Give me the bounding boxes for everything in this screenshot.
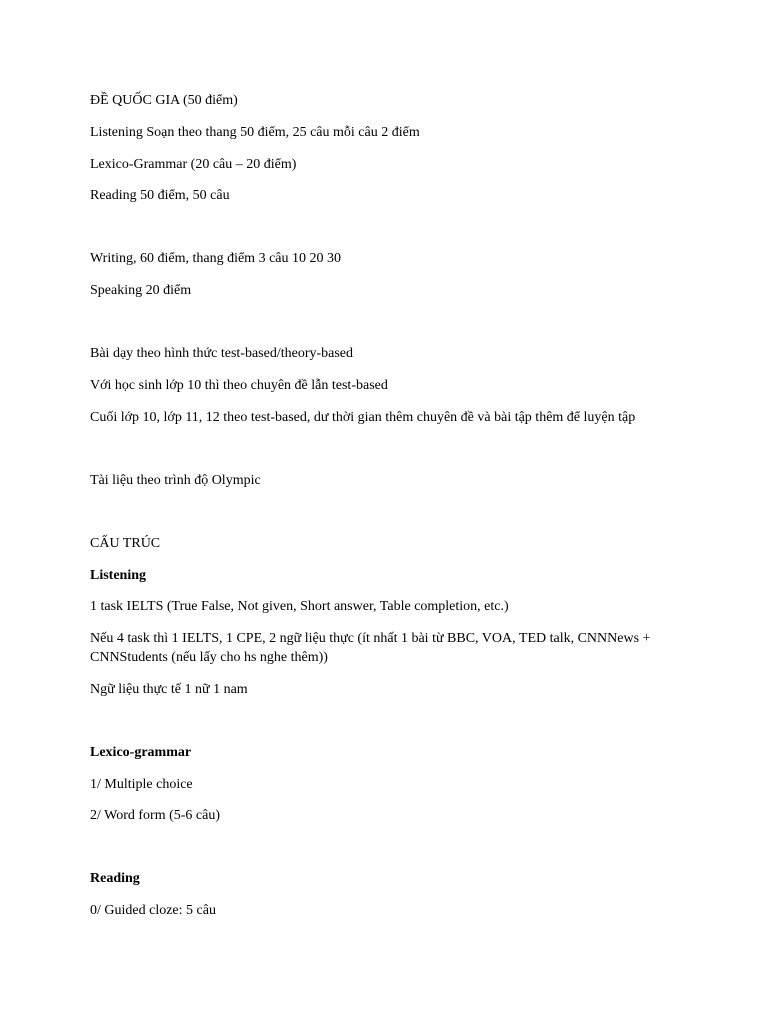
word-form-line: 2/ Word form (5-6 câu) [90,808,221,823]
lexico-grammar-heading: Lexico-grammar [90,745,192,760]
listening-heading: Listening [90,568,147,583]
speaking-scoring-line: Speaking 20 điểm [90,283,192,298]
listening-scoring-line: Listening Soạn theo thang 50 điểm, 25 câu mỗi câu 2 điểm [90,125,420,140]
listening-four-task-line: Nếu 4 task thì 1 IELTS, 1 CPE, 2 ngữ liệu thực (ít nhất 1 bài từ BBC, VOA, TED talk, CNNNews + CNNStudents (nếu lấy cho hs nghe thêm)) [90,631,651,665]
listening-task-line: 1 task IELTS (True False, Not given, Short answer, Table completion, etc.) [90,599,509,614]
exam-heading: ĐỀ QUỐC GIA (50 điểm) [90,93,238,108]
end-of-grade-line: Cuối lớp 10, lớp 11, 12 theo test-based, dư thời gian thêm chuyên đề và bài tập thêm để luyện tập [90,410,636,425]
lexico-grammar-scoring-line: Lexico-Grammar (20 câu – 20 điểm) [90,157,297,172]
structure-heading: CẤU TRÚC [90,536,161,551]
grade-10-line: Với học sinh lớp 10 thì theo chuyên đề lẫn test-based [90,378,388,393]
guided-cloze-line: 0/ Guided cloze: 5 câu [90,903,216,918]
reading-scoring-line: Reading 50 điểm, 50 câu [90,188,230,203]
materials-line: Tài liệu theo trình độ Olympic [90,473,261,488]
listening-materials-line: Ngữ liệu thực tế 1 nữ 1 nam [90,682,248,697]
reading-heading: Reading [90,871,140,886]
teaching-method-line: Bài dạy theo hình thức test-based/theory-based [90,346,354,361]
writing-scoring-line: Writing, 60 điểm, thang điểm 3 câu 10 20 30 [90,251,342,266]
multiple-choice-line: 1/ Multiple choice [90,777,193,792]
